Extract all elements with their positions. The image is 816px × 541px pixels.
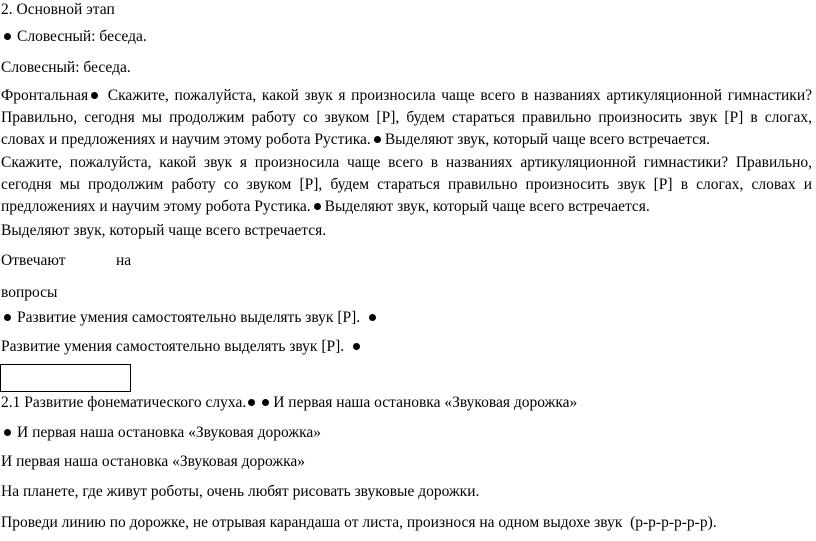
method-bulleted-line [1,26,812,48]
question-text: Скажите, пожалуйста, какой звук я произносила чаще всего в названиях артикуляционной гимнастики? Правильно, сегодня мы продолжим работу со звуком [Р], будем стараться правильно произносить звук [Р] в слогах, словах и предложениях и научим этому робота Рустика. [1,154,812,215]
phonemic-stop-text: И первая наша остановка «Звуковая дорожка» [273,394,578,411]
frontal-text: Скажите, пожалуйста, какой звук я произносила чаще всего в названиях артикуляционной гимнастики? Правильно, сегодня мы продолжим работу со звуком [Р], будем стараться правильно произносить звук [Р] в слогах, словах и предложениях и научим этому робота Рустика. [1,87,812,148]
phonemic-line [1,392,812,414]
skill-bulleted-text: Развитие умения самостоятельно выделять звук [Р]. [17,309,361,326]
highlight-text: Выделяют звук, который чаще всего встречается. [1,222,327,239]
section-title: 2. Основной этап [1,1,115,18]
bullet-icon [4,429,11,436]
stop-bulleted-text: И первая наша остановка «Звуковая дорожка» [17,424,322,441]
draw-text: Проведи линию по дорожке, не отрывая карандаша от листа, произнося на одном выдохе звук (р-р-р-р-р-р). [1,514,717,531]
questions-word: вопросы [1,284,58,301]
bullet-icon [262,399,269,406]
stop-plain-text: И первая наша остановка «Звуковая дорожка» [1,453,306,470]
answer-word-1: Отвечают [1,252,66,269]
planet-text: На планете, где живут роботы, очень любят рисовать звуковые дорожки. [1,483,480,500]
questions-line [1,282,812,304]
empty-frame [0,364,131,392]
bullet-icon [374,136,381,143]
skill-plain-text: Развитие умения самостоятельно выделять звук [Р]. [1,338,345,355]
frontal-label: Фронтальная [1,87,89,104]
planet-line [1,481,812,503]
draw-line [1,512,812,534]
question-paragraph [1,152,812,218]
answer-line [1,250,812,272]
method-bulleted-text: Словесный: беседа. [17,28,147,45]
bullet-icon [314,203,321,210]
phonemic-label: 2.1 Развитие фонематического слуха. [1,394,247,411]
skill-bulleted-line [1,307,812,329]
frontal-paragraph [1,85,812,151]
bullet-icon [248,399,255,406]
bullet-icon [4,33,11,40]
answer-word-2: на [116,252,132,269]
bullet-icon [353,343,360,350]
stop-plain-line [1,451,812,473]
highlight-line [1,220,812,242]
bullet-icon [91,92,98,99]
frontal-after-bullet: Выделяют звук, который чаще всего встречается. [384,131,710,148]
method-plain-text: Словесный: беседа. [1,59,131,76]
method-plain-line [1,57,812,79]
bullet-icon [4,314,11,321]
question-after-bullet: Выделяют звук, который чаще всего встречается. [324,198,650,215]
stop-bulleted-line [1,422,812,444]
bullet-icon [369,314,376,321]
skill-plain-line [1,336,812,358]
